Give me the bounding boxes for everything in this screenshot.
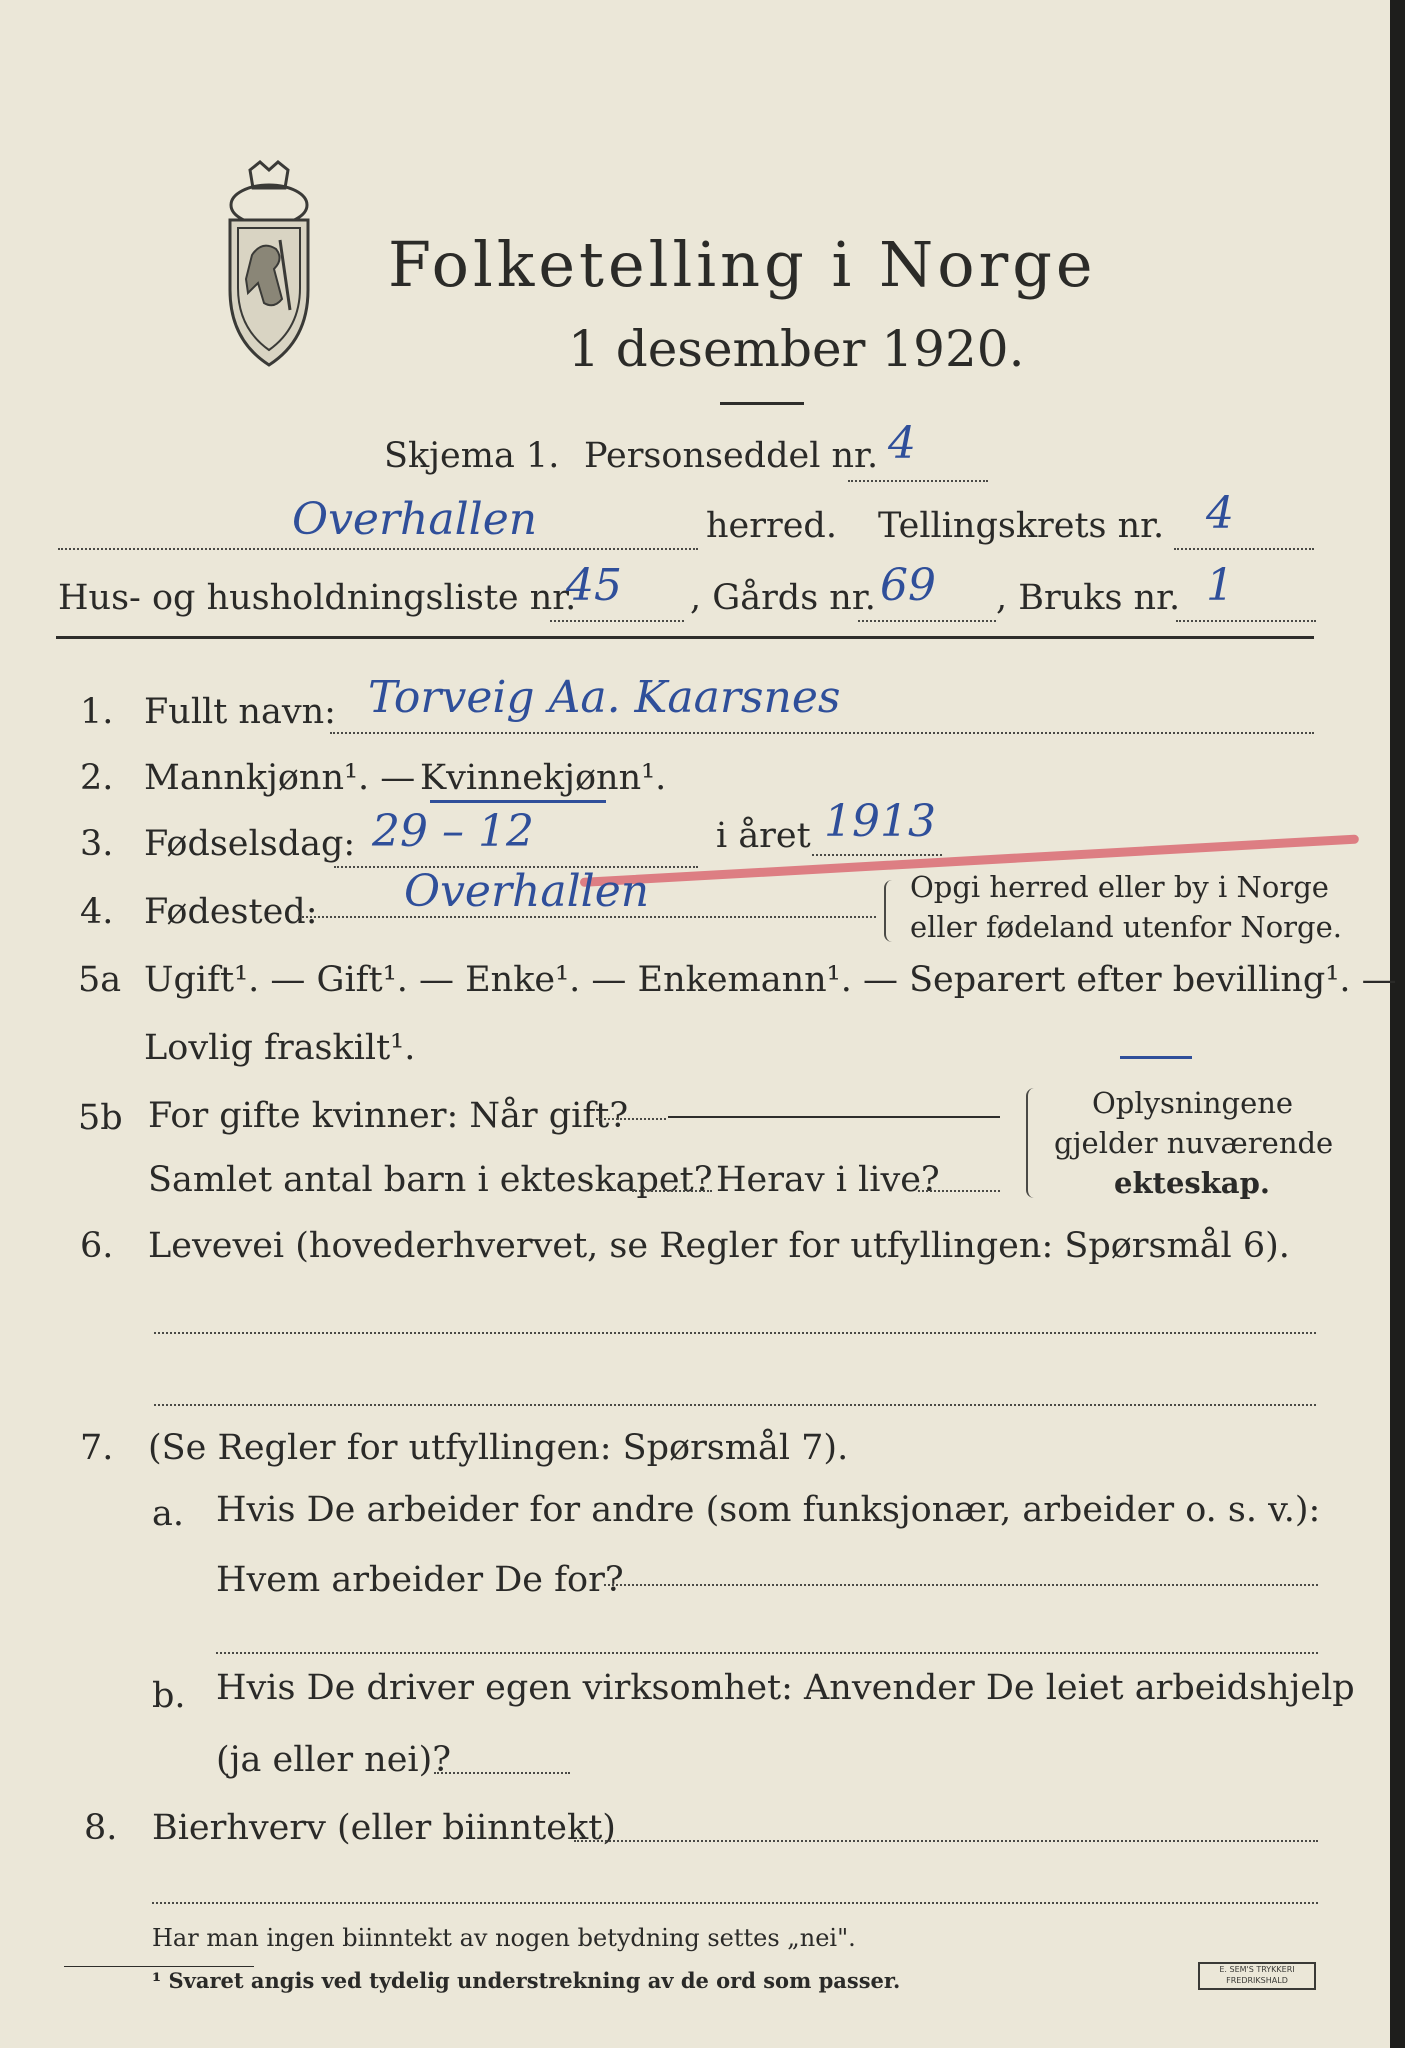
tellingskrets-value: 4 [1206,488,1234,539]
q7a-sub-label: Hvem arbeider De for? [216,1560,624,1600]
lovlig-fraskilt-option[interactable]: Lovlig fraskilt¹. [144,1028,416,1068]
printer-stamp-line1: E. SEM'S TRYKKERI [1219,1965,1295,1974]
printer-stamp-line2: FREDRIKSHALD [1226,1976,1288,1985]
hus-field[interactable] [550,620,684,622]
census-date: 1 desember 1920. [568,320,1025,378]
q5b-note-line3: ekteskap. [1114,1166,1270,1200]
q7b-sub-label: (ja eller nei)? [216,1740,452,1780]
occupation-field-2[interactable] [154,1404,1316,1406]
married-when-line [668,1116,1000,1118]
children-alive-field[interactable] [918,1190,1000,1192]
tellingskrets-field[interactable] [1174,548,1314,550]
bruks-field[interactable] [1176,620,1316,622]
footer-note: Har man ingen biinntekt av nogen betydning settes „nei". [152,1924,856,1952]
herred-label: herred. [706,506,837,546]
q6-text: Levevei (hovederhvervet, se Regler for utfyllingen: Spørsmål 6). [148,1226,1290,1266]
side-income-field[interactable] [574,1840,1318,1842]
q7-number: 7. [80,1428,114,1468]
hus-label: Hus- og husholdningsliste nr. [58,578,577,618]
gards-value: 69 [880,560,936,611]
skjema-label: Skjema 1. [384,436,560,476]
personseddel-field[interactable] [848,480,988,482]
employer-field-2[interactable] [216,1652,1318,1654]
q5b-number: 5b [78,1098,123,1138]
hired-help-field[interactable] [434,1772,570,1774]
q8-number: 8. [84,1808,118,1848]
q4-note-line2: eller fødeland utenfor Norge. [910,910,1342,944]
footnote-rule [64,1966,254,1967]
q5b-note-line2: gjelder nuværende [1054,1126,1334,1160]
bruks-label: , Bruks nr. [996,578,1181,618]
hus-value: 45 [566,560,622,611]
side-income-field-2[interactable] [152,1902,1318,1904]
personseddel-label: Personseddel nr. [584,436,879,476]
married-when-label: For gifte kvinner: Når gift? [148,1096,629,1136]
q3-label: Fødselsdag: [144,824,356,864]
q4-note-line1: Opgi herred eller by i Norge [910,870,1329,904]
form-title: Folketelling i Norge [388,228,1097,301]
q7-text: (Se Regler for utfyllingen: Spørsmål 7). [148,1428,849,1468]
q5a-number: 5a [78,960,122,1000]
kvinnekjonn-option[interactable]: Kvinnekjønn¹. [420,758,667,798]
herred-field[interactable] [58,548,698,550]
birth-year-field[interactable] [812,854,942,856]
full-name-value: Torveig Aa. Kaarsnes [368,672,841,723]
mannkjonn-option[interactable]: Mannkjønn¹. — [144,758,416,798]
footnote-text: ¹ Svaret angis ved tydelig understrekning av de ord som passer. [152,1968,901,1993]
kvinnekjonn-underline [430,800,606,803]
children-total-label: Samlet antal barn i ekteskapet? [148,1160,713,1200]
q5b-note-line1: Oplysningene [1092,1086,1294,1120]
q8-text: Bierhverv (eller biinntekt) [152,1808,616,1848]
children-total-field[interactable] [632,1190,712,1192]
title-divider [720,402,804,405]
occupation-field-1[interactable] [154,1332,1316,1334]
q1-number: 1. [80,692,114,732]
q7b-text: Hvis De driver egen virksomhet: Anvender De leiet arbeidshjelp [216,1668,1355,1708]
q3-number: 3. [80,824,114,864]
q7a-text: Hvis De arbeider for andre (som funksjonær, arbeider o. s. v.): [216,1490,1321,1530]
q7a-letter: a. [152,1494,184,1534]
bruks-value: 1 [1206,560,1234,611]
marital-status-options[interactable]: Ugift¹. — Gift¹. — Enke¹. — Enkemann¹. — Separert efter bevilling¹. — [144,960,1397,1000]
birth-year-value: 1913 [824,796,936,847]
gards-field[interactable] [858,620,996,622]
q7b-letter: b. [152,1676,186,1716]
q5b-note-brace [1026,1088,1038,1198]
birthday-value: 29 – 12 [372,806,534,857]
header-divider [56,636,1314,639]
norway-lion-crest-icon [210,160,328,370]
children-alive-label: Herav i live? [716,1160,940,1200]
tellingskrets-label: Tellingskrets nr. [878,506,1165,546]
employer-field[interactable] [604,1584,1318,1586]
herred-value: Overhallen [292,494,538,545]
q4-label: Fødested: [144,892,318,932]
married-when-field[interactable] [596,1118,666,1120]
gards-label: , Gårds nr. [690,578,876,618]
aar-label: i året [716,816,811,856]
q1-label: Fullt navn: [144,692,336,732]
q2-number: 2. [80,758,114,798]
q4-note-brace [884,880,894,942]
personseddel-value: 4 [888,418,916,469]
full-name-field[interactable] [330,732,1314,734]
q4-number: 4. [80,892,114,932]
printer-stamp [1198,1962,1316,1990]
birthplace-value: Overhallen [404,866,650,917]
q6-number: 6. [80,1226,114,1266]
ink-mark [1120,1056,1192,1059]
